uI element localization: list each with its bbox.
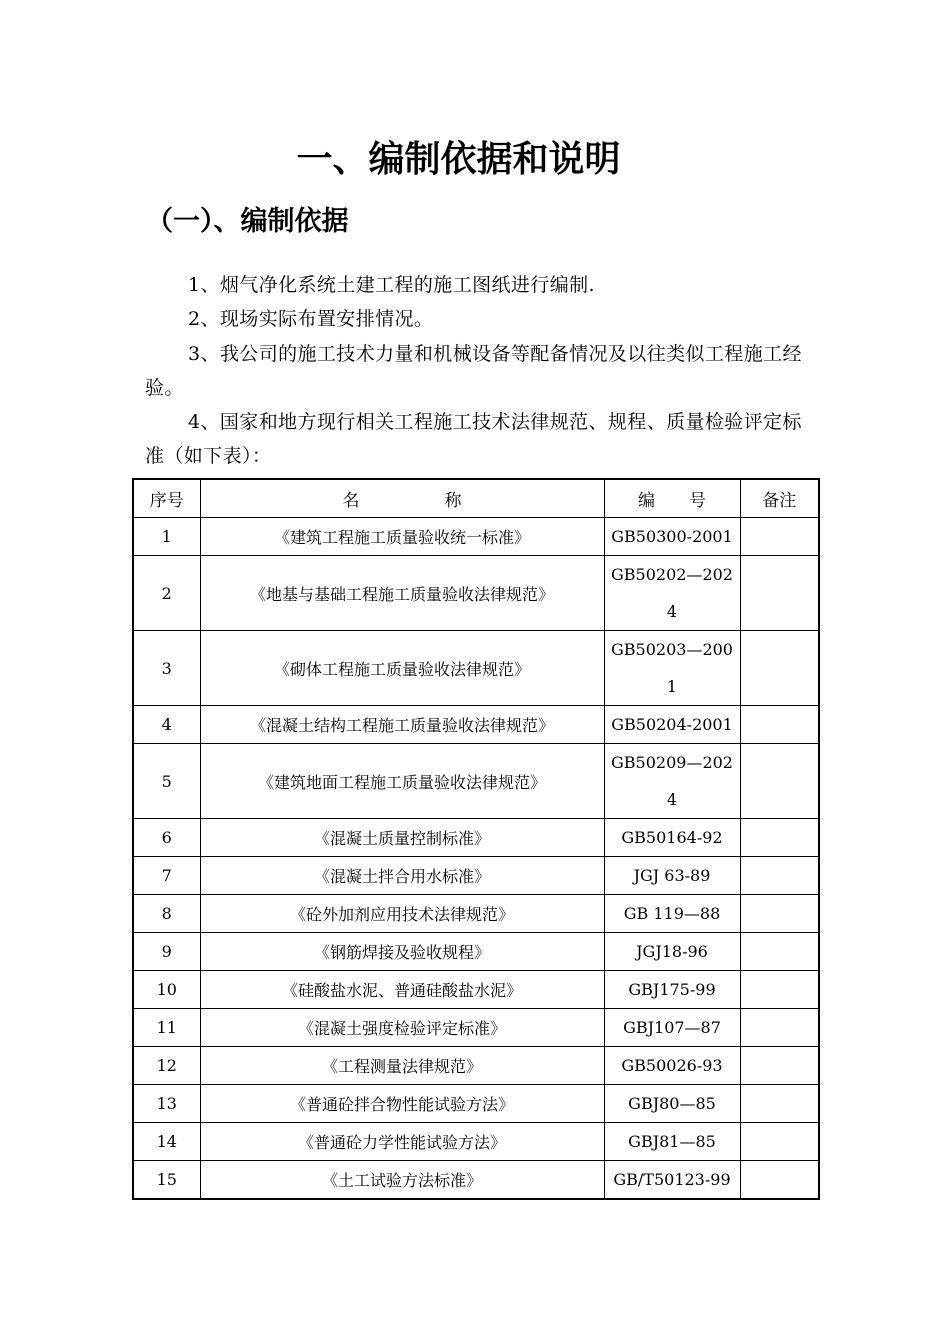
remark-cell bbox=[740, 1085, 819, 1123]
paragraph-3: 3、我公司的施工技术力量和机械设备等配备情况及以往类似工程施工经验。 bbox=[145, 343, 802, 399]
standard-code-cell: GBJ107—87 bbox=[604, 1009, 740, 1047]
standard-name-cell: 《混凝土结构工程施工质量验收法律规范》 bbox=[200, 706, 604, 744]
row-number-cell: 6 bbox=[133, 819, 200, 857]
row-number-cell: 10 bbox=[133, 971, 200, 1009]
paragraph-1: 1、烟气净化系统土建工程的施工图纸进行编制. bbox=[188, 274, 595, 296]
row-number-cell: 13 bbox=[133, 1085, 200, 1123]
table-row bbox=[133, 1085, 819, 1123]
remark-cell bbox=[740, 895, 819, 933]
table-row bbox=[133, 1161, 819, 1200]
table-row bbox=[133, 518, 819, 556]
table-row bbox=[133, 631, 819, 706]
table-header-row bbox=[133, 479, 819, 518]
standard-name-cell: 《建筑工程施工质量验收统一标准》 bbox=[200, 518, 604, 556]
standards-table bbox=[132, 478, 820, 1200]
paragraph-4: 4、国家和地方现行相关工程施工技术法律规范、规程、质量检验评定标准（如下表）： bbox=[145, 411, 802, 467]
table-body bbox=[133, 518, 819, 1200]
paragraph-2: 2、现场实际布置安排情况。 bbox=[188, 308, 434, 330]
standard-name-cell: 《建筑地面工程施工质量验收法律规范》 bbox=[200, 744, 604, 819]
row-number-cell: 1 bbox=[133, 518, 200, 556]
standard-name-cell: 《砌体工程施工质量验收法律规范》 bbox=[200, 631, 604, 706]
standard-code-cell: GB 119—88 bbox=[604, 895, 740, 933]
standard-code-cell: GB50209—2024 bbox=[604, 744, 740, 819]
row-number-cell: 5 bbox=[133, 744, 200, 819]
remark-cell bbox=[740, 556, 819, 631]
header-code: 编 号 bbox=[604, 479, 740, 518]
standard-name-cell: 《硅酸盐水泥、普通硅酸盐水泥》 bbox=[200, 971, 604, 1009]
standard-code-cell: GB50164-92 bbox=[604, 819, 740, 857]
standard-name-cell: 《普通砼拌合物性能试验方法》 bbox=[200, 1085, 604, 1123]
remark-cell bbox=[740, 933, 819, 971]
row-number-cell: 9 bbox=[133, 933, 200, 971]
header-no: 序号 bbox=[133, 479, 200, 518]
standard-code-cell: GBJ81—85 bbox=[604, 1123, 740, 1161]
standard-name-cell: 《普通砼力学性能试验方法》 bbox=[200, 1123, 604, 1161]
remark-cell bbox=[740, 1161, 819, 1200]
remark-cell bbox=[740, 1123, 819, 1161]
row-number-cell: 2 bbox=[133, 556, 200, 631]
table-row bbox=[133, 971, 819, 1009]
standard-code-cell: GB50204-2001 bbox=[604, 706, 740, 744]
remark-cell bbox=[740, 857, 819, 895]
remark-cell bbox=[740, 1009, 819, 1047]
row-number-cell: 4 bbox=[133, 706, 200, 744]
remark-cell bbox=[740, 518, 819, 556]
standard-name-cell: 《砼外加剂应用技术法律规范》 bbox=[200, 895, 604, 933]
row-number-cell: 14 bbox=[133, 1123, 200, 1161]
standard-code-cell: GBJ175-99 bbox=[604, 971, 740, 1009]
remark-cell bbox=[740, 819, 819, 857]
header-name: 名 称 bbox=[200, 479, 604, 518]
remark-cell bbox=[740, 706, 819, 744]
table-row bbox=[133, 744, 819, 819]
standard-code-cell: GB50026-93 bbox=[604, 1047, 740, 1085]
standard-name-cell: 《工程测量法律规范》 bbox=[200, 1047, 604, 1085]
page-title: 一、编制依据和说明 bbox=[296, 139, 621, 180]
table-row bbox=[133, 1009, 819, 1047]
row-number-cell: 11 bbox=[133, 1009, 200, 1047]
remark-cell bbox=[740, 1047, 819, 1085]
standard-name-cell: 《地基与基础工程施工质量验收法律规范》 bbox=[200, 556, 604, 631]
table-row bbox=[133, 556, 819, 631]
row-number-cell: 8 bbox=[133, 895, 200, 933]
standard-code-cell: GBJ80—85 bbox=[604, 1085, 740, 1123]
row-number-cell: 7 bbox=[133, 857, 200, 895]
row-number-cell: 15 bbox=[133, 1161, 200, 1200]
standard-name-cell: 《土工试验方法标准》 bbox=[200, 1161, 604, 1200]
row-number-cell: 3 bbox=[133, 631, 200, 706]
standard-code-cell: GB50202—2024 bbox=[604, 556, 740, 631]
row-number-cell: 12 bbox=[133, 1047, 200, 1085]
remark-cell bbox=[740, 631, 819, 706]
table-row bbox=[133, 895, 819, 933]
section-subtitle: （一）、编制依据 bbox=[146, 206, 349, 237]
standard-code-cell: GB50203—2001 bbox=[604, 631, 740, 706]
standard-name-cell: 《混凝土强度检验评定标准》 bbox=[200, 1009, 604, 1047]
table-row bbox=[133, 933, 819, 971]
standard-code-cell: JGJ18-96 bbox=[604, 933, 740, 971]
standard-code-cell: JGJ 63-89 bbox=[604, 857, 740, 895]
standard-name-cell: 《混凝土拌合用水标准》 bbox=[200, 857, 604, 895]
table-row bbox=[133, 819, 819, 857]
table-row bbox=[133, 1123, 819, 1161]
standard-name-cell: 《钢筋焊接及验收规程》 bbox=[200, 933, 604, 971]
standard-code-cell: GB/T50123-99 bbox=[604, 1161, 740, 1200]
standard-name-cell: 《混凝土质量控制标准》 bbox=[200, 819, 604, 857]
remark-cell bbox=[740, 744, 819, 819]
remark-cell bbox=[740, 971, 819, 1009]
table-row bbox=[133, 857, 819, 895]
header-remark: 备注 bbox=[740, 479, 819, 518]
table-row bbox=[133, 706, 819, 744]
table-row bbox=[133, 1047, 819, 1085]
standard-code-cell: GB50300-2001 bbox=[604, 518, 740, 556]
